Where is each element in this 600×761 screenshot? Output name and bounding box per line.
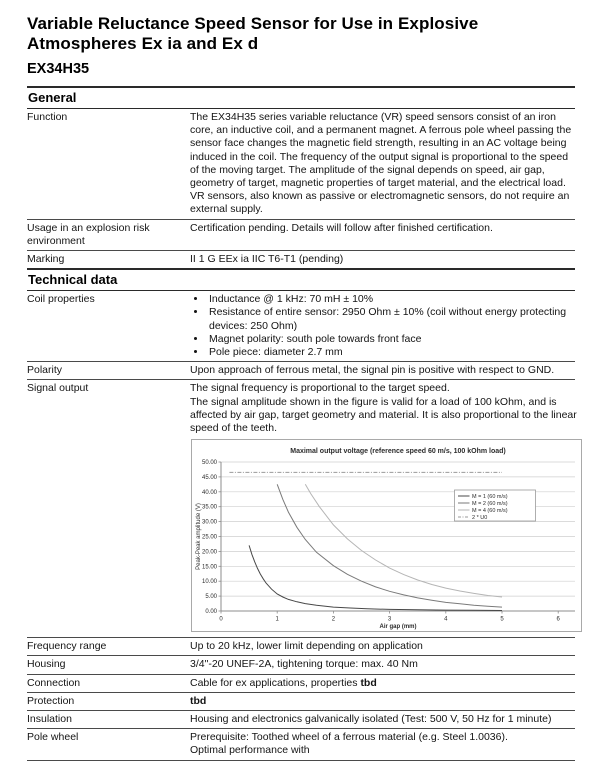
legend-entry-label: M = 2 (60 m/s)	[472, 501, 508, 508]
x-tick-label: 6	[556, 616, 560, 623]
list-item: • Pole piece: diameter 2.7 mm	[207, 346, 575, 359]
list-item: • Resistance of entire sensor: 2950 Ohm ± 10% (coil without energy protecting devices: 250 Ohm)	[207, 306, 575, 332]
y-tick-label: 10.00	[201, 579, 217, 586]
series-line-0	[249, 546, 502, 611]
general-table	[27, 109, 575, 268]
row-value: 3/4"-20 UNEF-2A, tightening torque: max. 40 Nm	[190, 658, 418, 671]
table-row-marking	[27, 250, 575, 268]
row-label: Housing	[27, 658, 66, 671]
connection-tbd: tbd	[360, 676, 377, 689]
x-tick-label: 5	[500, 616, 504, 623]
row-value	[190, 293, 575, 359]
y-tick-label: 5.00	[205, 594, 217, 601]
row-label: Insulation	[27, 713, 72, 726]
page-title: Variable Reluctance Speed Sensor for Use in Explosive Atmospheres Ex ia and Ex d	[27, 14, 479, 53]
signal-output-text-2: The signal amplitude shown in the figure is valid for a load of 100 kOhm, and is affected by air gap, target geometry and material. It is also proportional to the linear speed of the teeth.	[190, 395, 577, 435]
signal-output-text-1: The signal frequency is proportional to the target speed.	[190, 382, 450, 395]
row-value: Housing and electronics galvanically isolated (Test: 500 V, 50 Hz for 1 minute)	[190, 713, 552, 726]
table-row-housing	[27, 655, 575, 673]
row-label: Marking	[27, 253, 65, 266]
row-label: Frequency range	[27, 640, 107, 653]
table-row-polarity	[27, 361, 575, 379]
y-tick-label: 40.00	[201, 490, 217, 497]
row-label: Pole wheel	[27, 731, 79, 744]
section-heading-technical-data: Technical data	[27, 268, 575, 291]
list-item: • Magnet polarity: south pole towards front face	[207, 333, 575, 346]
row-value: Certification pending. Details will follow after finished certification.	[190, 221, 493, 234]
y-tick-label: 20.00	[201, 549, 217, 556]
model-number: EX34H35	[27, 61, 90, 77]
y-tick-label: 25.00	[201, 534, 217, 541]
y-axis-label: Peak-Peak amplitude (V)	[196, 503, 202, 571]
legend-entry-label: M = 4 (60 m/s)	[472, 508, 508, 515]
row-label: Signal output	[27, 382, 89, 395]
row-value: II 1 G EEx ia IIC T6-T1 (pending)	[190, 253, 344, 266]
technical-table	[27, 291, 575, 760]
row-value	[190, 731, 575, 757]
signal-output-chart	[191, 439, 582, 632]
pole-wheel-text-2: Optimal performance with	[190, 744, 310, 757]
y-tick-label: 45.00	[201, 475, 217, 482]
y-tick-label: 15.00	[201, 564, 217, 571]
table-row-coil-properties	[27, 291, 575, 361]
legend-entry-label: 2 * U0	[472, 515, 488, 522]
section-heading-general: General	[27, 86, 575, 109]
pole-wheel-text-1: Prerequisite: Toothed wheel of a ferrous material (e.g. Steel 1.0036).	[190, 731, 508, 744]
row-value	[190, 382, 582, 635]
table-row-connection	[27, 674, 575, 692]
x-tick-label: 3	[387, 616, 392, 623]
x-tick-label: 1	[275, 616, 279, 623]
legend-entry-label: M = 1 (60 m/s)	[472, 494, 508, 501]
row-value: tbd	[190, 694, 207, 707]
row-label: Polarity	[27, 364, 63, 377]
x-tick-label: 0	[219, 616, 223, 623]
y-tick-label: 50.00	[201, 460, 217, 467]
row-label: Usage in an explosion risk environment	[27, 221, 150, 247]
row-value: The EX34H35 series variable reluctance (VR) speed sensors consist of an iron core, an inductive coil, and a permanent magnet. A ferrous pole wheel passing the sensor face changes the magnetic field strength, resulting in an AC voltage being induced in the coil. The frequency of the output signal is proportional to the speed of the moving target. The amplitude of the signal depends on speed, air gap, geometry of target, magnetic properties of target material, and the electrical load. VR sensors, also known as passive or electromagnetic sensors, do not require an external supply.	[190, 111, 572, 216]
table-row-usage	[27, 219, 575, 250]
x-tick-label: 4	[444, 616, 448, 623]
chart-title: Maximal output voltage (reference speed 60 m/s, 100 kOhm load)	[290, 448, 506, 456]
row-label: Coil properties	[27, 293, 95, 306]
connection-text: Cable for ex applications, properties	[190, 676, 361, 689]
list-item: • Inductance @ 1 kHz: 70 mH ± 10%	[207, 293, 575, 306]
y-tick-label: 30.00	[201, 519, 217, 526]
table-row-frequency-range	[27, 637, 575, 655]
row-value	[190, 677, 575, 690]
x-tick-label: 2	[331, 616, 336, 623]
table-row-insulation	[27, 710, 575, 728]
row-value: Upon approach of ferrous metal, the signal pin is positive with respect to GND.	[190, 364, 555, 377]
table-row-signal-output	[27, 379, 575, 637]
y-tick-label: 0.00	[205, 609, 217, 616]
y-tick-label: 35.00	[201, 504, 217, 511]
table-row-function	[27, 109, 575, 219]
line-chart-svg	[192, 440, 581, 631]
x-axis-label: Air gap (mm)	[379, 624, 417, 631]
row-label: Connection	[27, 676, 81, 689]
row-label: Protection	[27, 694, 75, 707]
coil-properties-list	[190, 293, 575, 359]
table-row-protection	[27, 692, 575, 710]
row-label: Function	[27, 111, 68, 123]
table-row-pole-wheel	[27, 728, 575, 759]
row-value: Up to 20 kHz, lower limit depending on application	[190, 640, 423, 653]
